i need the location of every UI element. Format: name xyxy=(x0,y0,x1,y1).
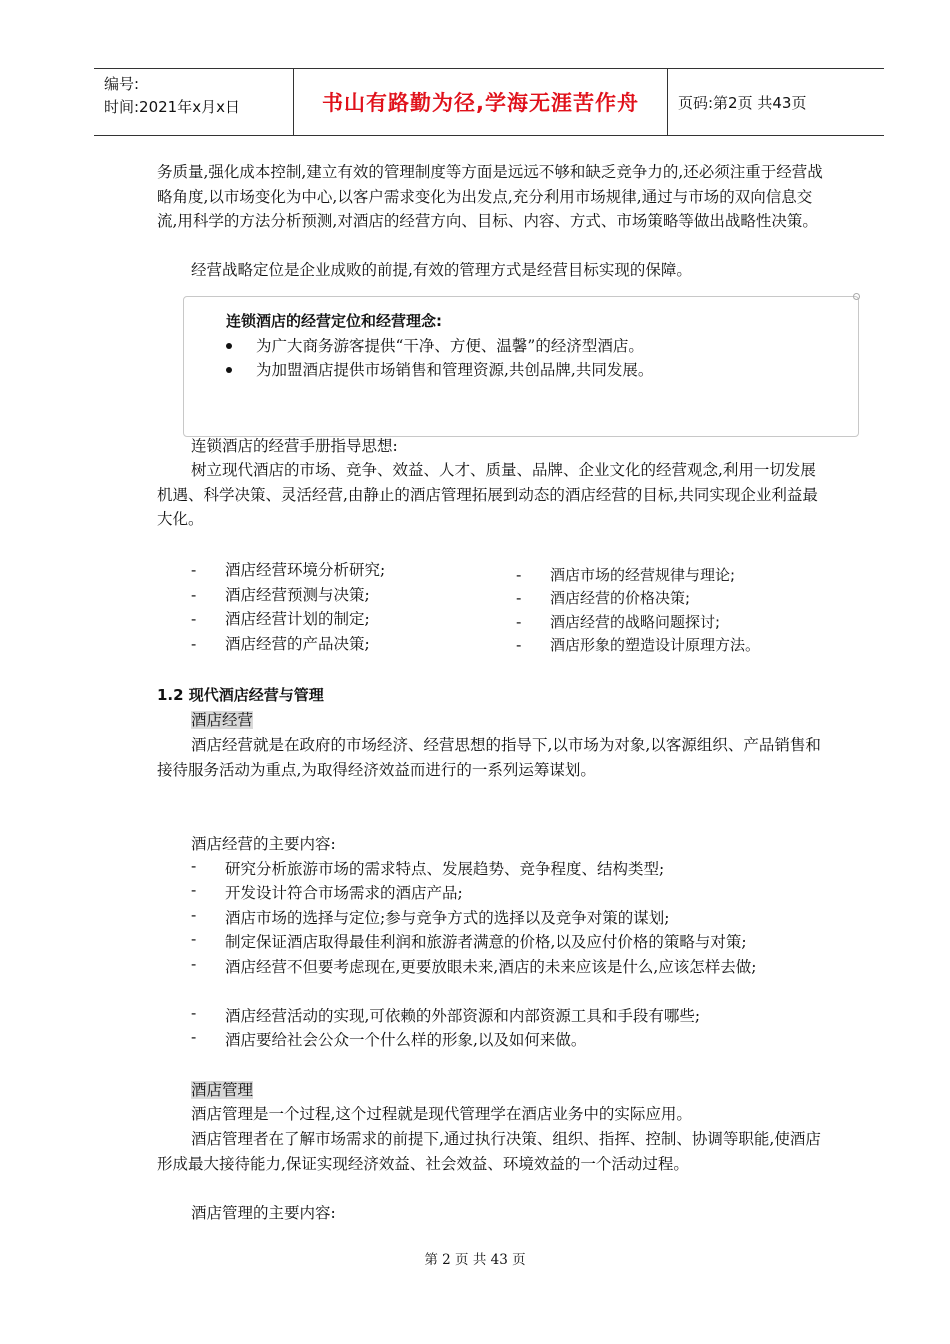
page-footer: 第 2 页 共 43 页 xyxy=(424,1252,526,1268)
operation-definition: 酒店经营就是在政府的市场经济、经营思想的指导下,以市场为对象,以客源组织、产品销售和接待服务活动为重点,为取得经济效益而进行的一系列运筹谋划。 xyxy=(157,736,821,779)
operation-label: 酒店经营 xyxy=(191,711,254,729)
management-paragraph-1: 酒店管理是一个过程,这个过程就是现代管理学在酒店业务中的实际应用。 xyxy=(191,1105,692,1123)
header-number-label: 编号: xyxy=(104,75,140,93)
box-title: 连锁酒店的经营定位和经营理念: xyxy=(226,312,443,330)
bullet-icon xyxy=(226,343,232,349)
bullet-icon xyxy=(226,367,232,373)
operation-content-label: 酒店经营的主要内容: xyxy=(191,835,336,853)
section-heading: 1.2 现代酒店经营与管理 xyxy=(157,686,324,704)
header-page-label: 页码:第2页 共43页 xyxy=(678,93,807,112)
management-paragraph-2: 酒店管理者在了解市场需求的前提下,通过执行决策、组织、指挥、控制、协调等职能,使酒店形成最大接待能力,保证实现经济效益、社会效益、环境效益的一个活动过程。 xyxy=(157,1130,821,1173)
guide-title: 连锁酒店的经营手册指导思想: xyxy=(191,437,398,455)
intro-paragraph-2: 经营战略定位是企业成败的前提,有效的管理方式是经营目标实现的保障。 xyxy=(191,261,692,279)
intro-paragraph-1: 务质量,强化成本控制,建立有效的管理制度等方面是远远不够和缺乏竞争力的,还必须注重于经营战略角度,以市场变化为中心,以客户需求变化为出发点,充分利用市场规律,通过与市场的双向信息交流,用科学的方法分析预测,对酒店的经营方向、目标、内容、方式、市场策略等做出战略性决策。 xyxy=(157,163,823,230)
box-bullet-text: 为广大商务游客提供“干净、方便、温馨”的经济型酒店。 xyxy=(256,337,644,355)
header-time-label: 时间:2021年x月x日 xyxy=(104,98,240,116)
guide-body: 树立现代酒店的市场、竞争、效益、人才、质量、品牌、企业文化的经营观念,利用一切发展机遇、科学决策、灵活经营,由静止的酒店管理拓展到动态的酒店经营的目标,共同实现企业利益最大化。 xyxy=(157,461,818,528)
management-content-label: 酒店管理的主要内容: xyxy=(191,1204,336,1222)
page-header xyxy=(94,68,884,136)
management-label: 酒店管理 xyxy=(191,1081,254,1099)
box-anchor-icon xyxy=(853,293,860,300)
header-motto: 书山有路勤为径,学海无涯苦作舟 xyxy=(294,69,668,135)
box-bullet-text: 为加盟酒店提供市场销售和管理资源,共创品牌,共同发展。 xyxy=(256,361,654,379)
header-meta xyxy=(94,69,294,135)
